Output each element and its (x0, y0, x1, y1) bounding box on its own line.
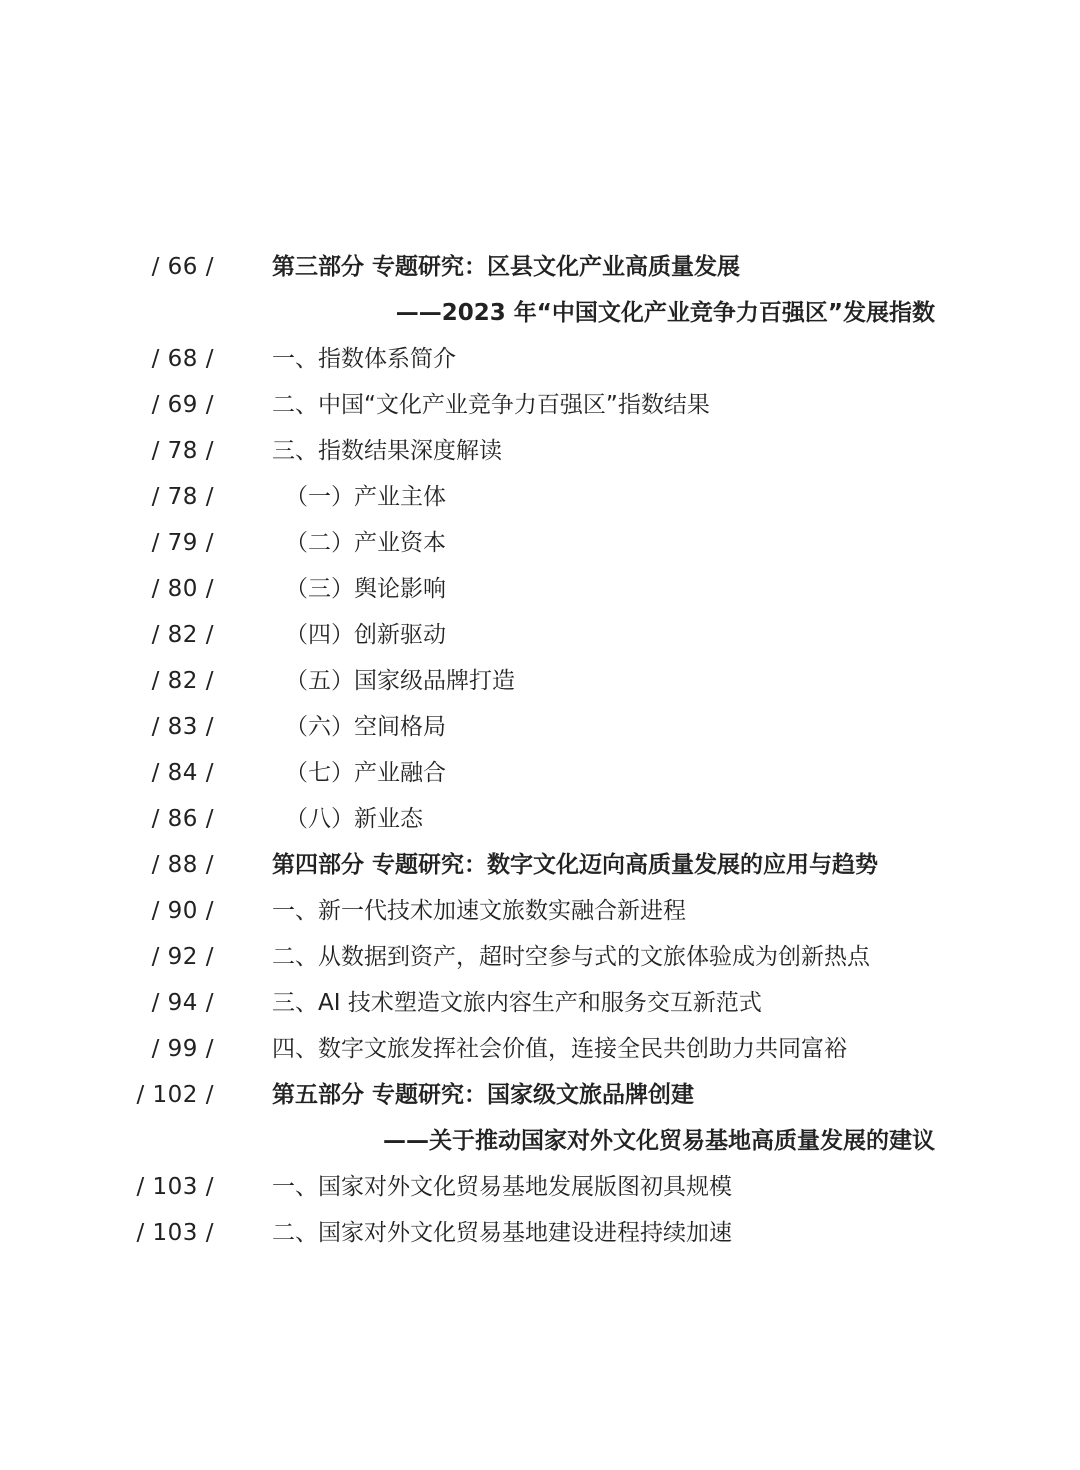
toc-entry[interactable] (0, 888, 1080, 934)
toc-subentry[interactable] (0, 612, 1080, 658)
page-number: / 90 / (151, 898, 214, 924)
toc-subentry[interactable] (0, 520, 1080, 566)
subentry-title: （三）舆论影响 (285, 576, 446, 602)
toc-entry[interactable] (0, 934, 1080, 980)
toc-entry[interactable] (0, 336, 1080, 382)
toc-entry[interactable] (0, 1164, 1080, 1210)
subentry-title: （五）国家级品牌打造 (285, 668, 515, 694)
toc-subentry[interactable] (0, 796, 1080, 842)
subentry-title: （八）新业态 (285, 806, 423, 832)
toc-part-subtitle (0, 1118, 1080, 1164)
subentry-title: （四）创新驱动 (285, 622, 446, 648)
subentry-title: （二）产业资本 (285, 530, 446, 556)
entry-title: 一、指数体系简介 (272, 346, 456, 372)
page-number: / 103 / (136, 1174, 214, 1200)
part-title: 第五部分 专题研究：国家级文旅品牌创建 (272, 1082, 695, 1108)
page-number: / 86 / (151, 806, 214, 832)
page-number: / 99 / (151, 1036, 214, 1062)
page-number: / 82 / (151, 622, 214, 648)
entry-title: 二、国家对外文化贸易基地建设进程持续加速 (272, 1220, 732, 1246)
toc-entry[interactable] (0, 1210, 1080, 1256)
entry-title: 二、从数据到资产，超时空参与式的文旅体验成为创新热点 (272, 944, 870, 970)
toc-subentry[interactable] (0, 704, 1080, 750)
toc-part-entry[interactable] (0, 244, 1080, 290)
toc-part-entry[interactable] (0, 842, 1080, 888)
entry-title: 四、数字文旅发挥社会价值，连接全民共创助力共同富裕 (272, 1036, 847, 1062)
page-number: / 88 / (151, 852, 214, 878)
page-number: / 66 / (151, 254, 214, 280)
page-number: / 82 / (151, 668, 214, 694)
entry-title: 三、指数结果深度解读 (272, 438, 502, 464)
page-number: / 83 / (151, 714, 214, 740)
toc-entry[interactable] (0, 428, 1080, 474)
page-number: / 84 / (151, 760, 214, 786)
part-subtitle: ——2023 年“中国文化产业竞争力百强区”发展指数 (395, 300, 935, 326)
entry-title: 一、新一代技术加速文旅数实融合新进程 (272, 898, 686, 924)
toc-subentry[interactable] (0, 658, 1080, 704)
page-number: / 69 / (151, 392, 214, 418)
subentry-title: （一）产业主体 (285, 484, 446, 510)
page-number: / 78 / (151, 438, 214, 464)
toc-part-entry[interactable] (0, 1072, 1080, 1118)
toc-subentry[interactable] (0, 474, 1080, 520)
entry-title: 二、中国“文化产业竞争力百强区”指数结果 (272, 392, 710, 418)
page-number: / 80 / (151, 576, 214, 602)
toc-subentry[interactable] (0, 566, 1080, 612)
part-subtitle: ——关于推动国家对外文化贸易基地高质量发展的建议 (383, 1128, 935, 1154)
entry-title: 三、AI 技术塑造文旅内容生产和服务交互新范式 (272, 990, 762, 1016)
toc-entry[interactable] (0, 980, 1080, 1026)
toc-entry[interactable] (0, 1026, 1080, 1072)
part-title: 第三部分 专题研究：区县文化产业高质量发展 (272, 254, 741, 280)
page-number: / 79 / (151, 530, 214, 556)
page-number: / 103 / (136, 1220, 214, 1246)
toc-entry[interactable] (0, 382, 1080, 428)
page-number: / 94 / (151, 990, 214, 1016)
subentry-title: （六）空间格局 (285, 714, 446, 740)
table-of-contents (0, 244, 1080, 1256)
entry-title: 一、国家对外文化贸易基地发展版图初具规模 (272, 1174, 732, 1200)
part-title: 第四部分 专题研究：数字文化迈向高质量发展的应用与趋势 (272, 852, 879, 878)
page-number: / 78 / (151, 484, 214, 510)
page-number: / 68 / (151, 346, 214, 372)
page-number: / 102 / (136, 1082, 214, 1108)
page-number: / 92 / (151, 944, 214, 970)
toc-part-subtitle (0, 290, 1080, 336)
toc-subentry[interactable] (0, 750, 1080, 796)
subentry-title: （七）产业融合 (285, 760, 446, 786)
